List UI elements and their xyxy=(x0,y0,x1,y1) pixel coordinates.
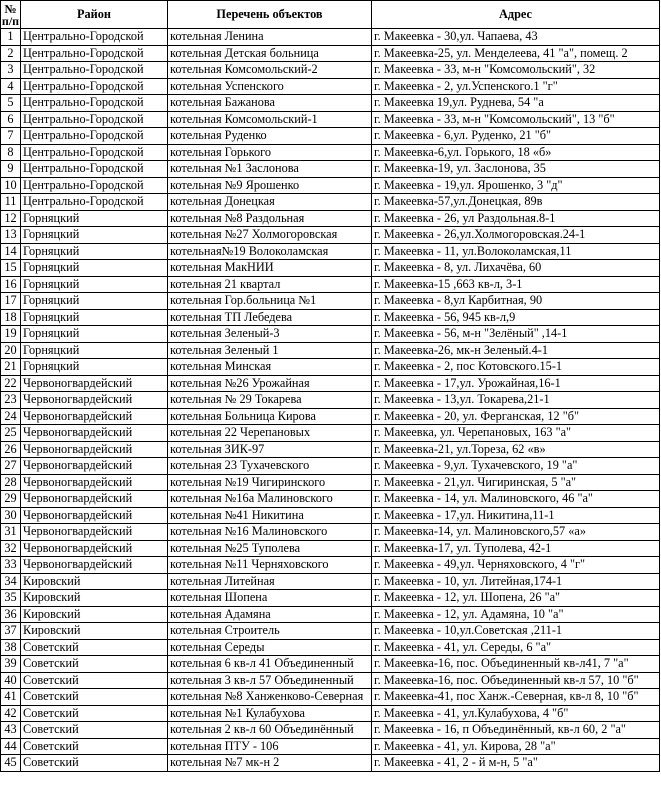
address-cell: г. Макеевка - 20, ул. Ферганская, 12 "б" xyxy=(372,408,660,425)
object-name-cell: котельная №9 Ярошенко xyxy=(168,177,372,194)
object-name-cell: котельная 22 Черепановых xyxy=(168,425,372,442)
district-cell: Центрально-Городской xyxy=(21,144,168,161)
row-number-cell: 11 xyxy=(1,194,21,211)
row-number-cell: 5 xyxy=(1,95,21,112)
address-cell: г. Макеевка-17, ул. Туполева, 42-1 xyxy=(372,540,660,557)
object-name-cell: котельная Руденко xyxy=(168,128,372,145)
district-cell: Червоногвардейский xyxy=(21,474,168,491)
object-name-cell: котельная Зеленый 1 xyxy=(168,342,372,359)
address-cell: г. Макеевка - 41, 2 - й м-н, 5 "а" xyxy=(372,755,660,772)
address-cell: г. Макеевка - 8, ул. Лихачёва, 60 xyxy=(372,260,660,277)
object-name-cell: котельная №25 Туполева xyxy=(168,540,372,557)
object-name-cell: котельная Комсомольский-1 xyxy=(168,111,372,128)
district-cell: Советский xyxy=(21,689,168,706)
district-cell: Горняцкий xyxy=(21,342,168,359)
object-name-cell: котельная № 29 Токарева xyxy=(168,392,372,409)
district-cell: Советский xyxy=(21,705,168,722)
object-name-cell: котельная 3 кв-л 57 Объединенный xyxy=(168,672,372,689)
row-number-cell: 20 xyxy=(1,342,21,359)
row-number-cell: 21 xyxy=(1,359,21,376)
row-number-cell: 28 xyxy=(1,474,21,491)
row-number-cell: 27 xyxy=(1,458,21,475)
row-number-cell: 35 xyxy=(1,590,21,607)
row-number-cell: 42 xyxy=(1,705,21,722)
object-name-cell: котельная №41 Никитина xyxy=(168,507,372,524)
row-number-cell: 13 xyxy=(1,227,21,244)
table-row xyxy=(1,408,660,425)
row-number-cell: 14 xyxy=(1,243,21,260)
district-cell: Червоногвардейский xyxy=(21,507,168,524)
object-name-cell: котельная ТП Лебедева xyxy=(168,309,372,326)
district-cell: Центрально-Городской xyxy=(21,29,168,46)
district-cell: Червоногвардейский xyxy=(21,540,168,557)
object-name-cell: котельная №8 Раздольная xyxy=(168,210,372,227)
table-row xyxy=(1,491,660,508)
address-cell: г. Макеевка-16, пос. Объединенный кв-л41, 7 "а" xyxy=(372,656,660,673)
row-number-cell: 8 xyxy=(1,144,21,161)
table-row xyxy=(1,62,660,79)
address-cell: г. Макеевка - 26, ул Раздольная.8-1 xyxy=(372,210,660,227)
table-row xyxy=(1,359,660,376)
address-cell: г. Макеевка - 19,ул. Ярошенко, 3 "д" xyxy=(372,177,660,194)
row-number-cell: 43 xyxy=(1,722,21,739)
address-cell: г. Макеевка - 26,ул.Холмогоровская.24-1 xyxy=(372,227,660,244)
table-row xyxy=(1,276,660,293)
object-name-cell: котельная Адамяна xyxy=(168,606,372,623)
table-row xyxy=(1,342,660,359)
row-number-cell: 24 xyxy=(1,408,21,425)
table-row xyxy=(1,144,660,161)
address-cell: г. Макеевка - 56, м-н "Зелёный" ,14-1 xyxy=(372,326,660,343)
row-number-cell: 2 xyxy=(1,45,21,62)
district-cell: Горняцкий xyxy=(21,359,168,376)
object-name-cell: котельная 6 кв-л 41 Объединенный xyxy=(168,656,372,673)
object-name-cell: котельная Строитель xyxy=(168,623,372,640)
address-cell: г. Макеевка - 33, м-н "Комсомольский", 32 xyxy=(372,62,660,79)
row-number-cell: 32 xyxy=(1,540,21,557)
object-name-cell: котельная 21 квартал xyxy=(168,276,372,293)
row-number-cell: 41 xyxy=(1,689,21,706)
address-cell: г. Макеевка - 17,ул. Урожайная,16-1 xyxy=(372,375,660,392)
table-row xyxy=(1,557,660,574)
table-row xyxy=(1,738,660,755)
column-header-address: Адрес xyxy=(372,1,660,29)
object-name-cell: котельная №1 Заслонова xyxy=(168,161,372,178)
table-row xyxy=(1,672,660,689)
table-row xyxy=(1,210,660,227)
district-cell: Советский xyxy=(21,656,168,673)
address-cell: г. Макеевка - 2, пос Котовского.15-1 xyxy=(372,359,660,376)
address-cell: г. Макеевка - 41, ул. Кирова, 28 "а" xyxy=(372,738,660,755)
row-number-cell: 9 xyxy=(1,161,21,178)
address-cell: г. Макеевка - 10,ул.Советская ,211-1 xyxy=(372,623,660,640)
district-cell: Советский xyxy=(21,672,168,689)
table-row xyxy=(1,524,660,541)
table-row xyxy=(1,194,660,211)
district-cell: Червоногвардейский xyxy=(21,375,168,392)
column-header-district: Район xyxy=(21,1,168,29)
table-row xyxy=(1,540,660,557)
object-name-cell: котельная №11 Черняховского xyxy=(168,557,372,574)
address-cell: г. Макеевка - 12, ул. Шопена, 26 "а" xyxy=(372,590,660,607)
row-number-cell: 6 xyxy=(1,111,21,128)
row-number-cell: 33 xyxy=(1,557,21,574)
address-cell: г. Макеевка 19,ул. Руднева, 54 "а xyxy=(372,95,660,112)
row-number-cell: 10 xyxy=(1,177,21,194)
address-cell: г. Макеевка - 16, п Объединённый, кв-л 60, 2 "а" xyxy=(372,722,660,739)
table-row xyxy=(1,573,660,590)
row-number-cell: 4 xyxy=(1,78,21,95)
object-name-cell: котельная МакНИИ xyxy=(168,260,372,277)
district-cell: Центрально-Городской xyxy=(21,78,168,95)
object-name-cell: котельная Минская xyxy=(168,359,372,376)
object-name-cell: котельная 2 кв-л 60 Объединённый xyxy=(168,722,372,739)
district-cell: Червоногвардейский xyxy=(21,425,168,442)
district-cell: Советский xyxy=(21,722,168,739)
row-number-cell: 31 xyxy=(1,524,21,541)
object-name-cell: котельная Горького xyxy=(168,144,372,161)
district-cell: Центрально-Городской xyxy=(21,128,168,145)
district-cell: Червоногвардейский xyxy=(21,441,168,458)
district-cell: Советский xyxy=(21,755,168,772)
object-name-cell: котельная ПТУ - 106 xyxy=(168,738,372,755)
row-number-cell: 40 xyxy=(1,672,21,689)
address-cell: г. Макеевка - 12, ул. Адамяна, 10 "а" xyxy=(372,606,660,623)
address-cell: г. Макеевка - 9,ул. Тухачевского, 19 "а" xyxy=(372,458,660,475)
district-cell: Червоногвардейский xyxy=(21,491,168,508)
object-name-cell: котельная ЗИК-97 xyxy=(168,441,372,458)
district-cell: Червоногвардейский xyxy=(21,408,168,425)
row-number-cell: 12 xyxy=(1,210,21,227)
address-cell: г. Макеевка - 41, ул.Кулабухова, 4 "б" xyxy=(372,705,660,722)
district-cell: Червоногвардейский xyxy=(21,392,168,409)
row-number-cell: 25 xyxy=(1,425,21,442)
district-cell: Кировский xyxy=(21,623,168,640)
object-name-cell: котельная№19 Волоколамская xyxy=(168,243,372,260)
district-cell: Горняцкий xyxy=(21,210,168,227)
object-name-cell: котельная Успенского xyxy=(168,78,372,95)
table-row xyxy=(1,507,660,524)
object-name-cell: котельная Зеленый-3 xyxy=(168,326,372,343)
address-cell: г. Макеевка-14, ул. Малиновского,57 «а» xyxy=(372,524,660,541)
object-name-cell: котельная Литейная xyxy=(168,573,372,590)
object-name-cell: котельная №26 Урожайная xyxy=(168,375,372,392)
district-cell: Кировский xyxy=(21,590,168,607)
row-number-cell: 18 xyxy=(1,309,21,326)
table-row xyxy=(1,458,660,475)
table-row xyxy=(1,441,660,458)
row-number-cell: 19 xyxy=(1,326,21,343)
row-number-cell: 30 xyxy=(1,507,21,524)
row-number-cell: 23 xyxy=(1,392,21,409)
object-name-cell: котельная 23 Тухачевского xyxy=(168,458,372,475)
row-number-cell: 15 xyxy=(1,260,21,277)
table-row xyxy=(1,227,660,244)
address-cell: г. Макеевка - 17,ул. Никитина,11-1 xyxy=(372,507,660,524)
table-row xyxy=(1,606,660,623)
table-row xyxy=(1,243,660,260)
district-cell: Центрально-Городской xyxy=(21,194,168,211)
district-cell: Горняцкий xyxy=(21,243,168,260)
district-cell: Центрально-Городской xyxy=(21,45,168,62)
address-cell: г. Макеевка-57,ул.Донецкая, 89в xyxy=(372,194,660,211)
table-row xyxy=(1,161,660,178)
row-number-cell: 37 xyxy=(1,623,21,640)
district-cell: Центрально-Городской xyxy=(21,62,168,79)
district-cell: Кировский xyxy=(21,573,168,590)
table-row xyxy=(1,656,660,673)
table-row xyxy=(1,293,660,310)
row-number-cell: 38 xyxy=(1,639,21,656)
table-row xyxy=(1,689,660,706)
address-cell: г. Макеевка-6,ул. Горького, 18 «б» xyxy=(372,144,660,161)
table-body xyxy=(1,29,660,772)
address-cell: г. Макеевка, ул. Черепановых, 163 "а" xyxy=(372,425,660,442)
object-name-cell: котельная Комсомольский-2 xyxy=(168,62,372,79)
object-name-cell: котельная №16 Малиновского xyxy=(168,524,372,541)
table-row xyxy=(1,425,660,442)
row-number-cell: 44 xyxy=(1,738,21,755)
address-cell: г. Макеевка - 10, ул. Литейная,174-1 xyxy=(372,573,660,590)
object-name-cell: котельная №7 мк-н 2 xyxy=(168,755,372,772)
row-number-cell: 7 xyxy=(1,128,21,145)
address-cell: г. Макеевка - 41, ул. Середы, 6 "а" xyxy=(372,639,660,656)
table-row xyxy=(1,177,660,194)
column-header-number-line2: п/п xyxy=(1,13,20,28)
row-number-cell: 34 xyxy=(1,573,21,590)
row-number-cell: 29 xyxy=(1,491,21,508)
row-number-cell: 17 xyxy=(1,293,21,310)
object-name-cell: котельная №27 Холмогоровская xyxy=(168,227,372,244)
row-number-cell: 16 xyxy=(1,276,21,293)
object-name-cell: котельная Донецкая xyxy=(168,194,372,211)
table-row xyxy=(1,29,660,46)
object-name-cell: котельная №16а Малиновского xyxy=(168,491,372,508)
table-row xyxy=(1,78,660,95)
address-cell: г. Макеевка-19, ул. Заслонова, 35 xyxy=(372,161,660,178)
address-cell: г. Макеевка - 2, ул.Успенского.1 "г" xyxy=(372,78,660,95)
object-name-cell: котельная №19 Чигиринского xyxy=(168,474,372,491)
column-header-number xyxy=(1,1,21,29)
object-name-cell: котельная №8 Ханженково-Северная xyxy=(168,689,372,706)
address-cell: г. Макеевка - 14, ул. Малиновского, 46 "а" xyxy=(372,491,660,508)
object-name-cell: котельная Шопена xyxy=(168,590,372,607)
table-row xyxy=(1,392,660,409)
address-cell: г. Макеевка-15 ,663 кв-л, 3-1 xyxy=(372,276,660,293)
object-name-cell: котельная Середы xyxy=(168,639,372,656)
table-row xyxy=(1,590,660,607)
address-cell: г. Макеевка-21, ул.Тореза, 62 «в» xyxy=(372,441,660,458)
row-number-cell: 26 xyxy=(1,441,21,458)
address-cell: г. Макеевка - 21,ул. Чигиринская, 5 "а" xyxy=(372,474,660,491)
table-row xyxy=(1,623,660,640)
row-number-cell: 3 xyxy=(1,62,21,79)
district-cell: Горняцкий xyxy=(21,309,168,326)
district-cell: Центрально-Городской xyxy=(21,95,168,112)
address-cell: г. Макеевка - 33, м-н "Комсомольский", 13 "б" xyxy=(372,111,660,128)
table-row xyxy=(1,705,660,722)
table-row xyxy=(1,45,660,62)
address-cell: г. Макеевка-16, пос. Объединенный кв-л 57, 10 "б" xyxy=(372,672,660,689)
row-number-cell: 1 xyxy=(1,29,21,46)
row-number-cell: 36 xyxy=(1,606,21,623)
row-number-cell: 39 xyxy=(1,656,21,673)
table-row xyxy=(1,375,660,392)
district-cell: Горняцкий xyxy=(21,293,168,310)
district-cell: Горняцкий xyxy=(21,276,168,293)
address-cell: г. Макеевка - 13,ул. Токарева,21-1 xyxy=(372,392,660,409)
address-cell: г. Макеевка - 8,ул Карбитная, 90 xyxy=(372,293,660,310)
table-row xyxy=(1,128,660,145)
table-header-row xyxy=(1,1,660,29)
district-cell: Червоногвардейский xyxy=(21,557,168,574)
row-number-cell: 22 xyxy=(1,375,21,392)
district-cell: Горняцкий xyxy=(21,326,168,343)
district-cell: Центрально-Городской xyxy=(21,111,168,128)
table-row xyxy=(1,260,660,277)
table-row xyxy=(1,95,660,112)
table-row xyxy=(1,722,660,739)
district-cell: Горняцкий xyxy=(21,260,168,277)
district-cell: Кировский xyxy=(21,606,168,623)
district-cell: Советский xyxy=(21,639,168,656)
district-cell: Червоногвардейский xyxy=(21,458,168,475)
object-name-cell: котельная Больница Кирова xyxy=(168,408,372,425)
table-row xyxy=(1,639,660,656)
district-cell: Центрально-Городской xyxy=(21,177,168,194)
column-header-objects: Перечень объектов xyxy=(168,1,372,29)
row-number-cell: 45 xyxy=(1,755,21,772)
address-cell: г. Макеевка - 11, ул.Волоколамская,11 xyxy=(372,243,660,260)
table-row xyxy=(1,326,660,343)
district-cell: Червоногвардейский xyxy=(21,524,168,541)
table-row xyxy=(1,309,660,326)
district-cell: Советский xyxy=(21,738,168,755)
object-name-cell: котельная Детская больница xyxy=(168,45,372,62)
table-row xyxy=(1,474,660,491)
address-cell: г. Макеевка-41, пос Ханж.-Северная, кв-л 8, 10 "б" xyxy=(372,689,660,706)
object-name-cell: котельная №1 Кулабухова xyxy=(168,705,372,722)
table-row xyxy=(1,755,660,772)
district-cell: Центрально-Городской xyxy=(21,161,168,178)
object-name-cell: котельная Бажанова xyxy=(168,95,372,112)
object-name-cell: котельная Гор.больница №1 xyxy=(168,293,372,310)
address-cell: г. Макеевка - 56, 945 кв-л,9 xyxy=(372,309,660,326)
table-row xyxy=(1,111,660,128)
address-cell: г. Макеевка-26, мк-н Зеленый.4-1 xyxy=(372,342,660,359)
column-header-number-line1: № xyxy=(4,1,17,16)
address-cell: г. Макеевка-25, ул. Менделеева, 41 "а", помещ. 2 xyxy=(372,45,660,62)
address-cell: г. Макеевка - 49,ул. Черняховского, 4 "г" xyxy=(372,557,660,574)
address-cell: г. Макеевка - 6,ул. Руденко, 21 "б" xyxy=(372,128,660,145)
object-name-cell: котельная Ленина xyxy=(168,29,372,46)
district-cell: Горняцкий xyxy=(21,227,168,244)
address-cell: г. Макеевка - 30,ул. Чапаева, 43 xyxy=(372,29,660,46)
